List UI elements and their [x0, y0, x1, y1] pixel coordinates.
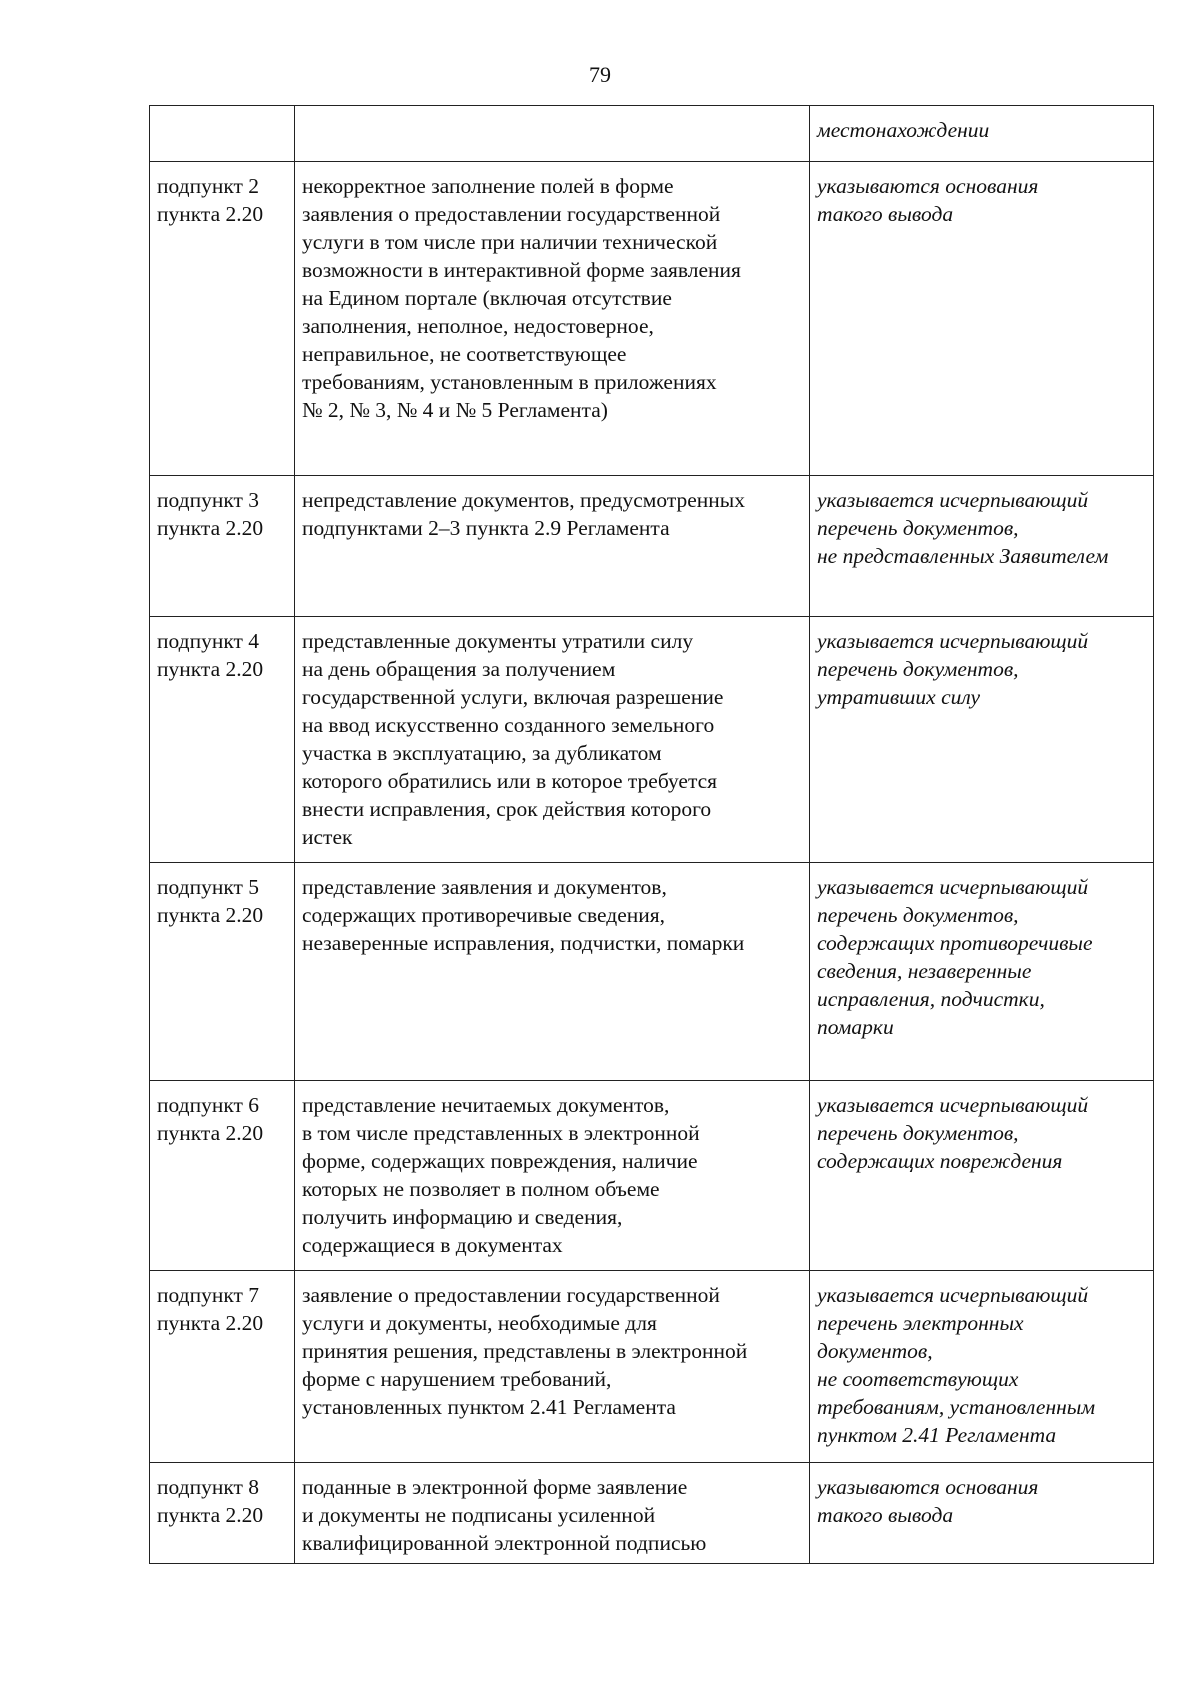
row-label-cell: подпункт 7 пункта 2.20 — [150, 1271, 295, 1463]
row-label-cell: подпункт 5 пункта 2.20 — [150, 863, 295, 1081]
table-row — [150, 1463, 1154, 1564]
row-reason-cell — [295, 106, 810, 162]
table-row — [150, 162, 1154, 476]
row-note-cell: указываются основания такого вывода — [810, 162, 1154, 476]
row-note-cell: указываются основания такого вывода — [810, 1463, 1154, 1564]
row-note-cell: местонахождении — [810, 106, 1154, 162]
table-row — [150, 1271, 1154, 1463]
row-note-cell: указывается исчерпывающий перечень документов, содержащих противоречивые сведения, незаверенные исправления, подчистки, помарки — [810, 863, 1154, 1081]
table-row — [150, 476, 1154, 617]
row-reason-cell: представление заявления и документов, содержащих противоречивые сведения, незаверенные исправления, подчистки, помарки — [295, 863, 810, 1081]
row-label-cell: подпункт 4 пункта 2.20 — [150, 617, 295, 863]
refusal-grounds-table — [149, 105, 1154, 1564]
table-row — [150, 106, 1154, 162]
row-note-cell: указывается исчерпывающий перечень электронных документов, не соответствующих требованиям, установленным пунктом 2.41 Регламента — [810, 1271, 1154, 1463]
row-reason-cell: поданные в электронной форме заявление и документы не подписаны усиленной квалифицированной электронной подписью — [295, 1463, 810, 1564]
row-reason-cell: некорректное заполнение полей в форме заявления о предоставлении государственной услуги в том числе при наличии технической возможности в интерактивной форме заявления на Едином портале (включая отсутствие заполнения, неполное, недостоверное, неправильное, не соответствующее требованиям, установленным в приложениях № 2, № 3, № 4 и № 5 Регламента) — [295, 162, 810, 476]
row-label-cell — [150, 106, 295, 162]
table-row — [150, 617, 1154, 863]
row-label-cell: подпункт 8 пункта 2.20 — [150, 1463, 295, 1564]
row-reason-cell: непредставление документов, предусмотренных подпунктами 2–3 пункта 2.9 Регламента — [295, 476, 810, 617]
row-reason-cell: представленные документы утратили силу на день обращения за получением государственной услуги, включая разрешение на ввод искусственно созданного земельного участка в эксплуатацию, за дубликатом которого обратились или в которое требуется внести исправления, срок действия которого истек — [295, 617, 810, 863]
row-reason-cell: представление нечитаемых документов, в том числе представленных в электронной форме, содержащих повреждения, наличие которых не позволяет в полном объеме получить информацию и сведения, содержащиеся в документах — [295, 1081, 810, 1271]
row-label-cell: подпункт 6 пункта 2.20 — [150, 1081, 295, 1271]
row-label-cell: подпункт 2 пункта 2.20 — [150, 162, 295, 476]
row-label-cell: подпункт 3 пункта 2.20 — [150, 476, 295, 617]
row-note-cell: указывается исчерпывающий перечень документов, содержащих повреждения — [810, 1081, 1154, 1271]
table-row — [150, 1081, 1154, 1271]
row-reason-cell: заявление о предоставлении государственной услуги и документы, необходимые для принятия решения, представлены в электронной форме с нарушением требований, установленных пунктом 2.41 Регламента — [295, 1271, 810, 1463]
table-row — [150, 863, 1154, 1081]
row-note-cell: указывается исчерпывающий перечень документов, утративших силу — [810, 617, 1154, 863]
page-number: 79 — [589, 62, 611, 87]
row-note-cell: указывается исчерпывающий перечень документов, не представленных Заявителем — [810, 476, 1154, 617]
